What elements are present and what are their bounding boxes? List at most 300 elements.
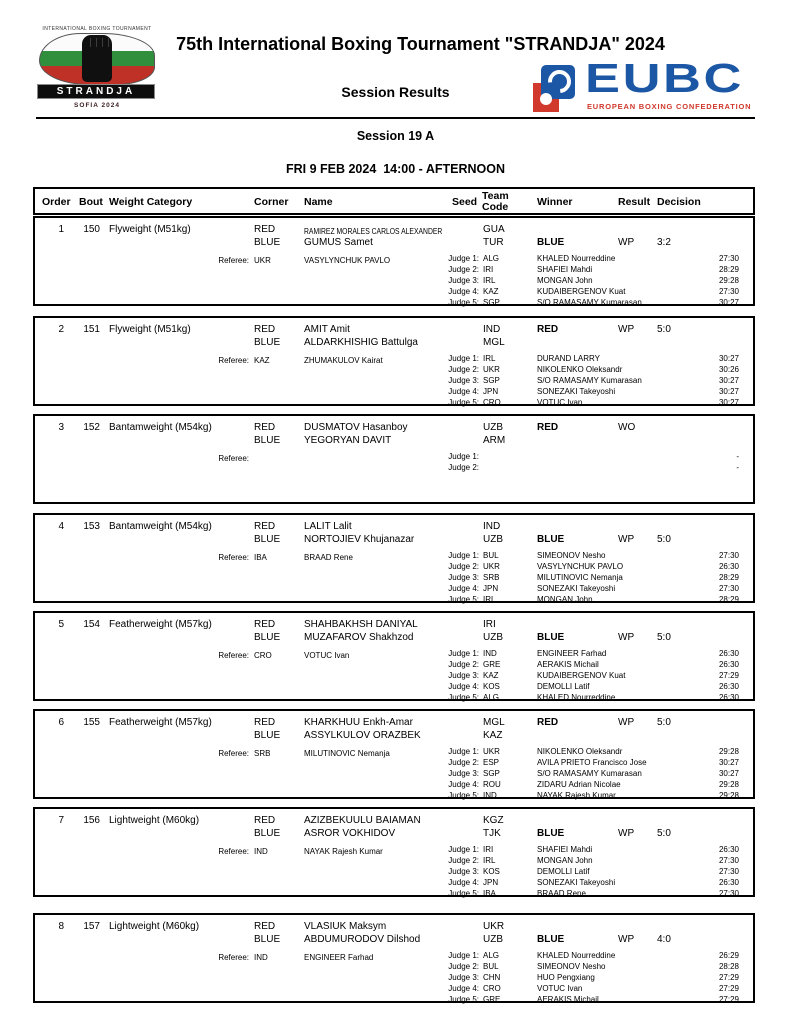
judge-label: Judge 5:: [448, 995, 479, 1004]
judges-list: [35, 515, 753, 604]
bout-decision: 3:2: [657, 237, 671, 248]
judge-team-code: IND: [483, 791, 497, 800]
judge-name: SONEZAKI Takeyoshi: [537, 878, 616, 887]
referee-name: MILUTINOVIC Nemanja: [304, 749, 390, 758]
referee-label: Referee:: [218, 651, 249, 660]
red-boxer-name: AZIZBEKUULU BAIAMAN: [304, 815, 421, 826]
judge-label: Judge 4:: [448, 584, 479, 593]
judge-label: Judge 1:: [448, 951, 479, 960]
judge-score: 26:30: [718, 562, 739, 571]
judge-team-code: CRO: [483, 398, 501, 407]
bout-number: 154: [83, 619, 100, 630]
judge-row: [35, 791, 753, 802]
judge-row: [35, 962, 753, 973]
bout-result: WP: [618, 934, 635, 945]
judge-label: Judge 1:: [448, 452, 479, 461]
red-corner-label: RED: [254, 717, 276, 728]
judge-row: [35, 562, 753, 573]
judge-label: Judge 2:: [448, 265, 479, 274]
bout-row: [33, 807, 755, 897]
session-datetime: FRI 9 FEB 2024 14:00 - AFTERNOON: [285, 162, 506, 176]
referee-label: Referee:: [218, 553, 249, 562]
judge-label: Judge 5:: [448, 398, 479, 407]
judge-score: 27:30: [718, 254, 739, 263]
bout-weight-category: Bantamweight (M54kg): [109, 521, 212, 532]
judge-label: Judge 5:: [448, 693, 479, 702]
col-winner: Winner: [537, 196, 573, 208]
judge-name: KHALED Nourreddine: [537, 951, 616, 960]
judge-name: BRAAD Rene: [537, 889, 586, 898]
judge-team-code: KOS: [483, 682, 500, 691]
red-team-code: IND: [483, 521, 501, 532]
referee-team-code: IBA: [254, 553, 267, 562]
blue-team-code: UZB: [483, 934, 503, 945]
red-corner-label: RED: [254, 422, 276, 433]
judge-name: AERAKIS Michail: [537, 995, 599, 1004]
judge-row: [35, 867, 753, 878]
judge-row: [35, 584, 753, 595]
bout-row: [33, 913, 755, 1003]
judge-row: [35, 649, 753, 660]
judge-label: Judge 3:: [448, 769, 479, 778]
judge-row: [35, 845, 753, 856]
judge-name: DEMOLLI Latif: [537, 867, 590, 876]
judge-label: Judge 1:: [448, 747, 479, 756]
judge-team-code: ALG: [483, 951, 500, 960]
judge-label: Judge 4:: [448, 780, 479, 789]
judge-label: Judge 1:: [448, 354, 479, 363]
bout-number: 155: [83, 717, 100, 728]
judge-team-code: UKR: [483, 562, 500, 571]
judge-name: SIMEONOV Nesho: [537, 551, 606, 560]
judge-row: [35, 254, 753, 265]
judge-team-code: IRI: [483, 265, 494, 274]
referee-team-code: IND: [254, 847, 268, 856]
bout-decision: 5:0: [657, 534, 671, 545]
judge-label: Judge 3:: [448, 573, 479, 582]
judge-team-code: JPN: [483, 387, 499, 396]
bout-result: WP: [618, 717, 635, 728]
bout-number: 156: [83, 815, 100, 826]
judges-list: [35, 711, 753, 800]
blue-team-code: MGL: [483, 337, 505, 348]
bout-weight-category: Featherweight (M57kg): [109, 717, 212, 728]
judge-row: [35, 463, 753, 474]
col-name: Name: [304, 196, 333, 208]
judge-team-code: CRO: [483, 984, 501, 993]
judge-team-code: SGP: [483, 298, 500, 307]
bout-order: 6: [58, 717, 64, 728]
red-team-code: UZB: [483, 422, 503, 433]
bout-decision: 5:0: [657, 324, 671, 335]
judge-row: [35, 354, 753, 365]
judge-name: HUO Pengxiang: [537, 973, 595, 982]
judges-list: [35, 218, 753, 307]
judge-row: [35, 856, 753, 867]
judge-label: Judge 1:: [448, 254, 479, 263]
bout-number: 152: [83, 422, 100, 433]
judge-team-code: IBA: [483, 889, 496, 898]
judges-list: [35, 318, 753, 407]
blue-boxer-name: YEGORYAN DAVIT: [304, 435, 392, 446]
judge-score: 29:28: [718, 791, 739, 800]
judge-row: [35, 984, 753, 995]
red-corner-label: RED: [254, 619, 276, 630]
strandja-banner: STRANDJA: [37, 84, 155, 99]
judge-team-code: GRE: [483, 995, 501, 1004]
judge-score: 30:26: [718, 365, 739, 374]
bout-order: 1: [58, 224, 64, 235]
judge-score: 30:27: [718, 376, 739, 385]
judge-team-code: KAZ: [483, 671, 499, 680]
blue-team-code: UZB: [483, 632, 503, 643]
judge-score: 26:30: [718, 878, 739, 887]
judge-row: [35, 973, 753, 984]
judge-name: VASYLYNCHUK PAVLO: [537, 562, 624, 571]
judge-score: 26:30: [718, 682, 739, 691]
red-boxer-name: RAMIREZ MORALES CARLOS ALEXANDER: [304, 226, 443, 236]
judge-score: 30:27: [718, 387, 739, 396]
page-subtitle: Session Results: [341, 84, 450, 100]
judge-score: 30:27: [718, 769, 739, 778]
judge-score: 29:28: [718, 276, 739, 285]
blue-boxer-name: ASSYLKULOV ORAZBEK: [304, 730, 421, 741]
judge-row: [35, 387, 753, 398]
referee-label: Referee:: [218, 847, 249, 856]
judge-row: [35, 276, 753, 287]
blue-team-code: UZB: [483, 534, 503, 545]
judge-score: 27:29: [718, 671, 739, 680]
judge-row: [35, 671, 753, 682]
judge-team-code: UKR: [483, 365, 500, 374]
header-divider: [36, 117, 755, 119]
judge-label: Judge 1:: [448, 845, 479, 854]
judge-team-code: GRE: [483, 660, 501, 669]
bout-weight-category: Featherweight (M57kg): [109, 619, 212, 630]
eubc-logo: [533, 55, 757, 116]
judge-row: [35, 265, 753, 276]
judge-name: KUDAIBERGENOV Kuat: [537, 287, 626, 296]
judge-score: 27:29: [718, 973, 739, 982]
judge-label: Judge 2:: [448, 660, 479, 669]
bout-decision: 5:0: [657, 717, 671, 728]
judge-row: [35, 376, 753, 387]
blue-corner-label: BLUE: [254, 730, 281, 741]
bout-row: [33, 216, 755, 306]
blue-corner-label: BLUE: [254, 828, 281, 839]
judge-team-code: IRI: [483, 845, 494, 854]
bout-order: 8: [58, 921, 64, 932]
judge-name: S/O RAMASAMY Kumarasan: [537, 298, 642, 307]
red-team-code: KGZ: [483, 815, 504, 826]
bout-weight-category: Lightweight (M60kg): [109, 921, 200, 932]
table-header: [33, 187, 755, 215]
judge-row: [35, 452, 753, 463]
judge-label: Judge 4:: [448, 984, 479, 993]
referee-label: Referee:: [218, 749, 249, 758]
judge-row: [35, 995, 753, 1006]
blue-boxer-name: NORTOJIEV Khujanazar: [304, 534, 415, 545]
judge-score: 30:27: [718, 354, 739, 363]
blue-team-code: ARM: [483, 435, 506, 446]
judge-score: 26:30: [718, 693, 739, 702]
bout-row: [33, 513, 755, 603]
judge-label: Judge 3:: [448, 973, 479, 982]
referee-name: NAYAK Rajesh Kumar: [304, 847, 383, 856]
judge-team-code: IRL: [483, 856, 496, 865]
referee-team-code: CRO: [254, 651, 272, 660]
judge-name: SHAFIEI Mahdi: [537, 845, 593, 854]
bout-decision: 4:0: [657, 934, 671, 945]
judge-team-code: SGP: [483, 769, 500, 778]
judge-label: Judge 3:: [448, 276, 479, 285]
judge-name: AERAKIS Michail: [537, 660, 599, 669]
eubc-acronym: EUBC: [585, 55, 744, 101]
judge-name: DEMOLLI Latif: [537, 682, 590, 691]
judge-name: NIKOLENKO Oleksandr: [537, 365, 623, 374]
judge-row: [35, 660, 753, 671]
judge-label: Judge 3:: [448, 867, 479, 876]
judge-score: 30:27: [718, 298, 739, 307]
bout-winner: BLUE: [537, 632, 565, 643]
judge-name: MONGAN John: [537, 856, 593, 865]
judge-name: MILUTINOVIC Nemanja: [537, 573, 623, 582]
blue-corner-label: BLUE: [254, 934, 281, 945]
bout-result: WP: [618, 324, 635, 335]
eubc-boxer-icon: [533, 65, 575, 112]
judge-team-code: JPN: [483, 584, 499, 593]
judge-row: [35, 287, 753, 298]
bout-winner: RED: [537, 422, 559, 433]
bout-result: WP: [618, 828, 635, 839]
blue-boxer-name: ABDUMURODOV Dilshod: [304, 934, 421, 945]
judge-row: [35, 365, 753, 376]
judge-name: MONGAN John: [537, 595, 593, 604]
blue-boxer-name: GUMUS Samet: [304, 237, 373, 248]
col-corner: Corner: [254, 196, 289, 208]
bout-number: 150: [83, 224, 100, 235]
judge-name: SIMEONOV Nesho: [537, 962, 606, 971]
referee-team-code: UKR: [254, 256, 271, 265]
session-name: Session 19 A: [356, 129, 435, 143]
judge-label: Judge 2:: [448, 463, 479, 472]
blue-boxer-name: MUZAFAROV Shakhzod: [304, 632, 414, 643]
bout-weight-category: Flyweight (M51kg): [109, 324, 191, 335]
judge-team-code: BUL: [483, 962, 499, 971]
bout-result: WP: [618, 632, 635, 643]
judge-name: S/O RAMASAMY Kumarasan: [537, 376, 642, 385]
judge-row: [35, 758, 753, 769]
blue-boxer-name: ALDARKHISHIG Battulga: [304, 337, 418, 348]
judge-label: Judge 4:: [448, 878, 479, 887]
bout-weight-category: Lightweight (M60kg): [109, 815, 200, 826]
referee-name: VOTUC Ivan: [304, 651, 350, 660]
bout-decision: 5:0: [657, 632, 671, 643]
judge-row: [35, 878, 753, 889]
judge-team-code: IRL: [483, 354, 496, 363]
red-team-code: IRI: [483, 619, 496, 630]
judge-row: [35, 573, 753, 584]
eubc-full-name: EUROPEAN BOXING CONFEDERATION: [587, 102, 752, 111]
bout-row: [33, 414, 755, 504]
bout-order: 4: [58, 521, 64, 532]
judge-score: 27:29: [718, 995, 739, 1004]
bout-winner: BLUE: [537, 934, 565, 945]
judges-list: [35, 613, 753, 702]
judge-label: Judge 4:: [448, 682, 479, 691]
red-boxer-name: LALIT Lalit: [304, 521, 352, 532]
bout-winner: BLUE: [537, 237, 565, 248]
bout-order: 5: [58, 619, 64, 630]
bout-winner: BLUE: [537, 828, 565, 839]
bout-winner: RED: [537, 717, 559, 728]
referee-label: Referee:: [218, 454, 249, 463]
judge-team-code: IRL: [483, 276, 496, 285]
referee-team-code: KAZ: [254, 356, 270, 365]
judge-label: Judge 5:: [448, 595, 479, 604]
judges-list: [35, 809, 753, 898]
judge-team-code: CHN: [483, 973, 501, 982]
blue-corner-label: BLUE: [254, 435, 281, 446]
judge-name: SHAFIEI Mahdi: [537, 265, 593, 274]
judge-team-code: IRL: [483, 595, 496, 604]
judge-label: Judge 4:: [448, 387, 479, 396]
judges-list: [35, 915, 753, 1004]
judge-name: ZIDARU Adrian Nicolae: [537, 780, 621, 789]
judge-team-code: ESP: [483, 758, 500, 767]
red-boxer-name: DUSMATOV Hasanboy: [304, 422, 408, 433]
bout-decision: 5:0: [657, 828, 671, 839]
judge-label: Judge 2:: [448, 365, 479, 374]
judge-row: [35, 298, 753, 309]
judge-label: Judge 5:: [448, 791, 479, 800]
red-corner-label: RED: [254, 224, 276, 235]
blue-corner-label: BLUE: [254, 337, 281, 348]
judge-team-code: ALG: [483, 254, 500, 263]
judge-score: 30:27: [718, 398, 739, 407]
referee-name: ZHUMAKULOV Kairat: [304, 356, 383, 365]
judge-score: 27:30: [718, 856, 739, 865]
judge-row: [35, 889, 753, 900]
referee-label: Referee:: [218, 256, 249, 265]
judge-name: KHALED Nourreddine: [537, 254, 616, 263]
judge-label: Judge 2:: [448, 758, 479, 767]
judge-name: KUDAIBERGENOV Kuat: [537, 671, 626, 680]
judge-name: KHALED Nourreddine: [537, 693, 616, 702]
red-team-code: MGL: [483, 717, 505, 728]
judge-score: 29:28: [718, 747, 739, 756]
col-decision: Decision: [657, 196, 701, 208]
judge-score: 28:28: [718, 962, 739, 971]
bout-row: [33, 709, 755, 799]
bout-row: [33, 316, 755, 406]
blue-team-code: TJK: [483, 828, 501, 839]
judge-label: Judge 2:: [448, 562, 479, 571]
judge-team-code: SRB: [483, 573, 500, 582]
judge-label: Judge 1:: [448, 551, 479, 560]
judge-score: 26:30: [718, 649, 739, 658]
red-corner-label: RED: [254, 815, 276, 826]
blue-boxer-name: ASROR VOKHIDOV: [304, 828, 396, 839]
referee-label: Referee:: [218, 953, 249, 962]
judge-row: [35, 769, 753, 780]
col-result: Result: [618, 196, 651, 208]
referee-team-code: IND: [254, 953, 268, 962]
judge-team-code: ALG: [483, 693, 500, 702]
judge-name: NAYAK Rajesh Kumar: [537, 791, 616, 800]
bout-weight-category: Bantamweight (M54kg): [109, 422, 212, 433]
bout-number: 157: [83, 921, 100, 932]
blue-team-code: TUR: [483, 237, 504, 248]
judge-team-code: UKR: [483, 747, 500, 756]
red-corner-label: RED: [254, 521, 276, 532]
red-corner-label: RED: [254, 921, 276, 932]
col-team-code: Team Code: [482, 190, 509, 213]
judge-score: 28:29: [718, 573, 739, 582]
judge-score: 26:29: [718, 951, 739, 960]
judge-label: Judge 5:: [448, 298, 479, 307]
blue-corner-label: BLUE: [254, 237, 281, 248]
judge-row: [35, 682, 753, 693]
red-boxer-name: KHARKHUU Enkh-Amar: [304, 717, 413, 728]
judge-team-code: KAZ: [483, 287, 499, 296]
judge-label: Judge 2:: [448, 856, 479, 865]
judge-name: VOTUC Ivan: [537, 398, 583, 407]
bout-order: 2: [58, 324, 64, 335]
col-seed: Seed: [452, 196, 478, 208]
red-boxer-name: AMIT Amit: [304, 324, 350, 335]
bout-result: WP: [618, 534, 635, 545]
judge-row: [35, 780, 753, 791]
bout-winner: BLUE: [537, 534, 565, 545]
judge-name: VOTUC Ivan: [537, 984, 583, 993]
judge-name: NIKOLENKO Oleksandr: [537, 747, 623, 756]
red-team-code: UKR: [483, 921, 505, 932]
judge-name: AVILA PRIETO Francisco Jose: [537, 758, 647, 767]
bout-number: 151: [83, 324, 100, 335]
judge-score: 28:29: [718, 595, 739, 604]
judge-score: 28:29: [718, 265, 739, 274]
judge-label: Judge 2:: [448, 962, 479, 971]
judge-row: [35, 398, 753, 409]
red-boxer-name: SHAHBAKHSH DANIYAL: [304, 619, 418, 630]
judge-score: 27:30: [718, 287, 739, 296]
referee-name: ENGINEER Farhad: [304, 953, 374, 962]
judge-team-code: SGP: [483, 376, 500, 385]
blue-corner-label: BLUE: [254, 534, 281, 545]
red-team-code: IND: [483, 324, 501, 335]
judge-row: [35, 693, 753, 704]
judge-team-code: BUL: [483, 551, 499, 560]
col-weight-category: Weight Category: [109, 196, 193, 208]
judge-score: 29:28: [718, 780, 739, 789]
judge-name: ENGINEER Farhad: [537, 649, 607, 658]
strandja-arc-text: INTERNATIONAL BOXING TOURNAMENT: [42, 26, 152, 32]
judge-label: Judge 3:: [448, 671, 479, 680]
bout-winner: RED: [537, 324, 559, 335]
referee-label: Referee:: [218, 356, 249, 365]
referee-team-code: SRB: [254, 749, 271, 758]
judge-team-code: KOS: [483, 867, 500, 876]
judge-score: 27:30: [718, 551, 739, 560]
judge-score: 30:27: [718, 758, 739, 767]
sofia-2024-label: SOFIA 2024: [74, 102, 120, 109]
judge-label: Judge 1:: [448, 649, 479, 658]
judge-row: [35, 595, 753, 606]
judge-name: S/O RAMASAMY Kumarasan: [537, 769, 642, 778]
judge-name: SONEZAKI Takeyoshi: [537, 584, 616, 593]
judge-score: 26:30: [718, 660, 739, 669]
